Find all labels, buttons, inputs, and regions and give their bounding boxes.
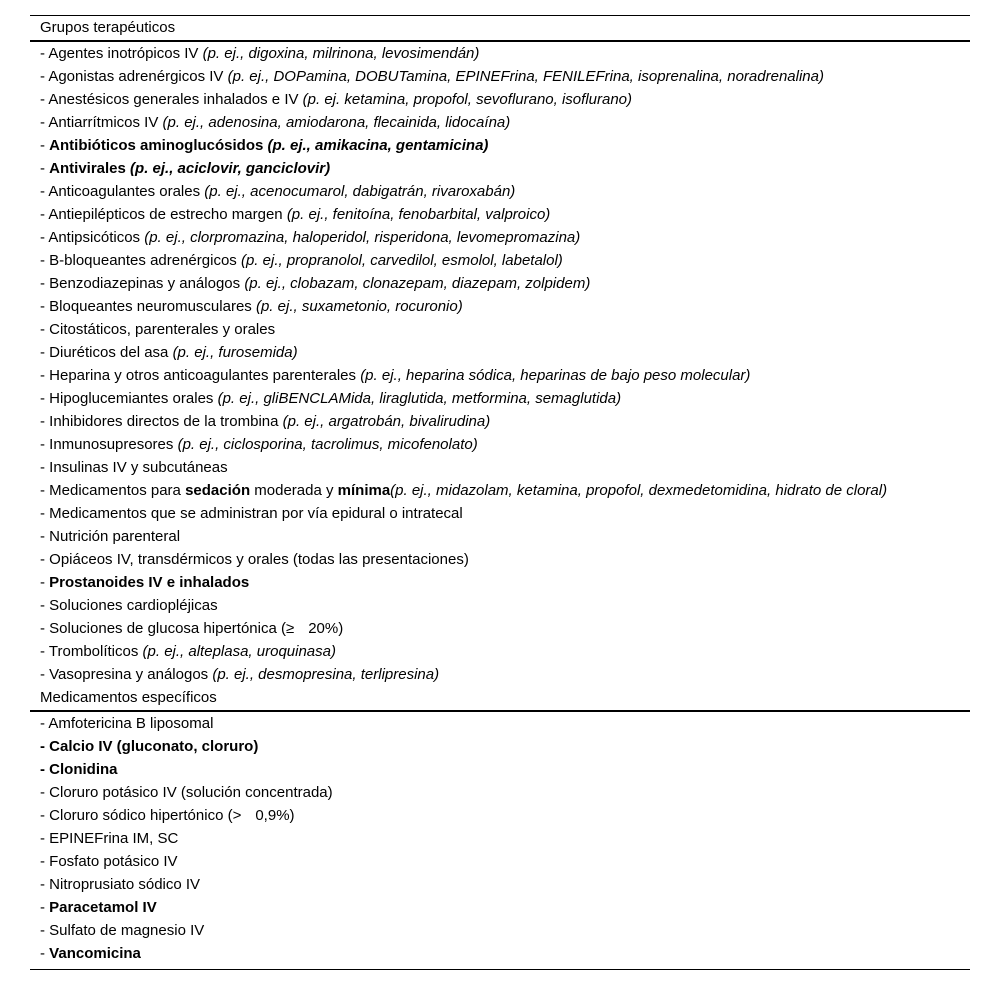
list-item-text: (p. ej., desmopresina, terlipresina) bbox=[212, 666, 440, 683]
list-item-text: (p. ej., fenitoína, fenobarbital, valproico) bbox=[286, 206, 551, 223]
list-item-text: - Insulinas IV y subcutáneas bbox=[40, 459, 228, 476]
list-item-text: (p. ej. ketamina, propofol, sevoflurano, isoflurano) bbox=[302, 91, 633, 108]
list-item bbox=[30, 364, 970, 387]
list-item bbox=[30, 226, 970, 249]
list-item bbox=[30, 548, 970, 571]
list-item bbox=[30, 272, 970, 295]
list-item-text: - Trombolíticos bbox=[40, 643, 143, 660]
list-item bbox=[30, 640, 970, 663]
list-item-text: - Agonistas adrenérgicos IV bbox=[40, 68, 228, 85]
list-item-text: - Citostáticos, parenterales y orales bbox=[40, 321, 276, 338]
list-item-text: - Hipoglucemiantes orales bbox=[40, 390, 218, 407]
list-item-text: - bbox=[40, 160, 50, 177]
list-item-text: - Soluciones de glucosa hipertónica (≥ bbox=[40, 620, 295, 637]
bottom-rule bbox=[30, 969, 970, 970]
list-item bbox=[30, 781, 970, 804]
list-item-text: Prostanoides IV e inhalados bbox=[49, 574, 250, 591]
list-item bbox=[30, 65, 970, 88]
list-item-text: - Inhibidores directos de la trombina bbox=[40, 413, 283, 430]
list-item bbox=[30, 663, 970, 686]
list-item bbox=[30, 249, 970, 272]
list-item bbox=[30, 479, 970, 502]
list-item bbox=[30, 203, 970, 226]
list-item-text: - Clonidina bbox=[40, 761, 118, 778]
list-item-text: (p. ej., adenosina, amiodarona, flecainida, lidocaína) bbox=[162, 114, 511, 131]
list-item bbox=[30, 318, 970, 341]
list-item-text: (p. ej., midazolam, ketamina, propofol, dexmedetomidina, hidrato de cloral) bbox=[390, 482, 888, 499]
list-item-text: - bbox=[40, 945, 50, 962]
list-item-text: - Opiáceos IV, transdérmicos y orales (todas las presentaciones) bbox=[40, 551, 469, 568]
list-item-text: mínima bbox=[337, 482, 391, 499]
list-item-text: - Anticoagulantes orales bbox=[40, 183, 205, 200]
list-item-text: - Antipsicóticos bbox=[40, 229, 145, 246]
list-item-text: - B-bloqueantes adrenérgicos bbox=[40, 252, 241, 269]
list-item bbox=[30, 111, 970, 134]
list-item bbox=[30, 850, 970, 873]
list-item-text: (p. ej., clorpromazina, haloperidol, risperidona, levomepromazina) bbox=[144, 229, 581, 246]
list-item-text: - Agentes inotrópicos IV bbox=[40, 45, 203, 62]
list-item bbox=[30, 896, 970, 919]
list-item-text: - Calcio IV (gluconato, cloruro) bbox=[40, 738, 259, 755]
list-item bbox=[30, 594, 970, 617]
list-item-text: (p. ej., heparina sódica, heparinas de bajo peso molecular) bbox=[360, 367, 751, 384]
list-item-text: - Fosfato potásico IV bbox=[40, 853, 178, 870]
list-item-text: (p. ej., propranolol, carvedilol, esmolol, labetalol) bbox=[240, 252, 563, 269]
list-item-text: - Heparina y otros anticoagulantes parenterales bbox=[40, 367, 361, 384]
list-item-text: - EPINEFrina IM, SC bbox=[40, 830, 179, 847]
list-item-text: - Cloruro sódico hipertónico (> bbox=[40, 807, 242, 824]
list-item-text: - Medicamentos que se administran por vía epidural o intratecal bbox=[40, 505, 463, 522]
list-item-text: - Nitroprusiato sódico IV bbox=[40, 876, 201, 893]
list-item bbox=[30, 134, 970, 157]
list-item-text: (p. ej., ciclosporina, tacrolimus, micofenolato) bbox=[177, 436, 478, 453]
list-item bbox=[30, 758, 970, 781]
list-item-text: - Benzodiazepinas y análogos bbox=[40, 275, 245, 292]
list-item-text: - Bloqueantes neuromusculares bbox=[40, 298, 256, 315]
list-item-text: - Medicamentos para bbox=[40, 482, 186, 499]
section-header-especificos: Medicamentos específicos bbox=[40, 689, 217, 706]
list-item bbox=[30, 873, 970, 896]
list-item-text: (p. ej., DOPamina, DOBUTamina, EPINEFrina, FENILEFrina, isoprenalina, noradrenalina) bbox=[227, 68, 824, 85]
list-item-text: (p. ej., clobazam, clonazepam, diazepam, zolpidem) bbox=[244, 275, 591, 292]
list-item bbox=[30, 88, 970, 111]
list-item bbox=[30, 942, 970, 965]
list-item-text: - Soluciones cardiopléjicas bbox=[40, 597, 218, 614]
list-item bbox=[30, 387, 970, 410]
list-item-text: (p. ej., alteplasa, uroquinasa) bbox=[142, 643, 336, 660]
list-item bbox=[30, 919, 970, 942]
list-item bbox=[30, 42, 970, 65]
list-item bbox=[30, 617, 970, 640]
list-item bbox=[30, 341, 970, 364]
list-item bbox=[30, 433, 970, 456]
list-item-text: (p. ej., gliBENCLAMida, liraglutida, metformina, semaglutida) bbox=[217, 390, 622, 407]
list-item-text: - bbox=[40, 137, 50, 154]
list-item-text: - Antiepilépticos de estrecho margen bbox=[40, 206, 287, 223]
list-item bbox=[30, 410, 970, 433]
list-item-text: - Amfotericina B liposomal bbox=[40, 715, 214, 732]
list-item-text: Paracetamol IV bbox=[49, 899, 157, 916]
list-item bbox=[30, 735, 970, 758]
list-item bbox=[30, 712, 970, 735]
list-item bbox=[30, 827, 970, 850]
list-item-text: - Nutrición parenteral bbox=[40, 528, 181, 545]
list-item-text: (p. ej., suxametonio, rocuronio) bbox=[255, 298, 463, 315]
medication-table bbox=[30, 15, 970, 970]
list-item-text: - Sulfato de magnesio IV bbox=[40, 922, 205, 939]
list-item-text: - Antiarrítmicos IV bbox=[40, 114, 163, 131]
list-item-text: (p. ej., digoxina, milrinona, levosimendán) bbox=[202, 45, 480, 62]
list-item-text: moderada y bbox=[250, 482, 338, 499]
list-item bbox=[30, 180, 970, 203]
list-item-text: (p. ej., amikacina, gentamicina) bbox=[267, 137, 489, 154]
list-item-text: - bbox=[40, 574, 50, 591]
list-item-text: - Inmunosupresores bbox=[40, 436, 178, 453]
list-item-text: sedación bbox=[185, 482, 251, 499]
list-item-text: Antibióticos aminoglucósidos bbox=[49, 137, 268, 154]
section-header-grupos: Grupos terapéuticos bbox=[40, 19, 176, 36]
list-item-text: 0,9%) bbox=[255, 807, 295, 824]
section-especificos-rows bbox=[30, 712, 970, 965]
list-item bbox=[30, 525, 970, 548]
list-item-text: - Anestésicos generales inhalados e IV bbox=[40, 91, 303, 108]
list-item-text: - bbox=[40, 899, 50, 916]
list-item-text: (p. ej., acenocumarol, dabigatrán, rivaroxabán) bbox=[204, 183, 516, 200]
list-item bbox=[30, 804, 970, 827]
list-item-text: (p. ej., argatrobán, bivalirudina) bbox=[282, 413, 491, 430]
list-item-text: Vancomicina bbox=[49, 945, 141, 962]
list-item-text: - Diuréticos del asa bbox=[40, 344, 173, 361]
list-item bbox=[30, 571, 970, 594]
list-item bbox=[30, 456, 970, 479]
list-item-text: - Cloruro potásico IV (solución concentrada) bbox=[40, 784, 333, 801]
section-grupos-rows bbox=[30, 42, 970, 686]
list-item-text: (p. ej., aciclovir, ganciclovir) bbox=[130, 160, 331, 177]
list-item bbox=[30, 295, 970, 318]
list-item-text: - Vasopresina y análogos bbox=[40, 666, 213, 683]
list-item-text: Antivirales bbox=[49, 160, 131, 177]
list-item bbox=[30, 502, 970, 525]
list-item bbox=[30, 157, 970, 180]
list-item-text: (p. ej., furosemida) bbox=[172, 344, 298, 361]
list-item-text: 20%) bbox=[308, 620, 344, 637]
